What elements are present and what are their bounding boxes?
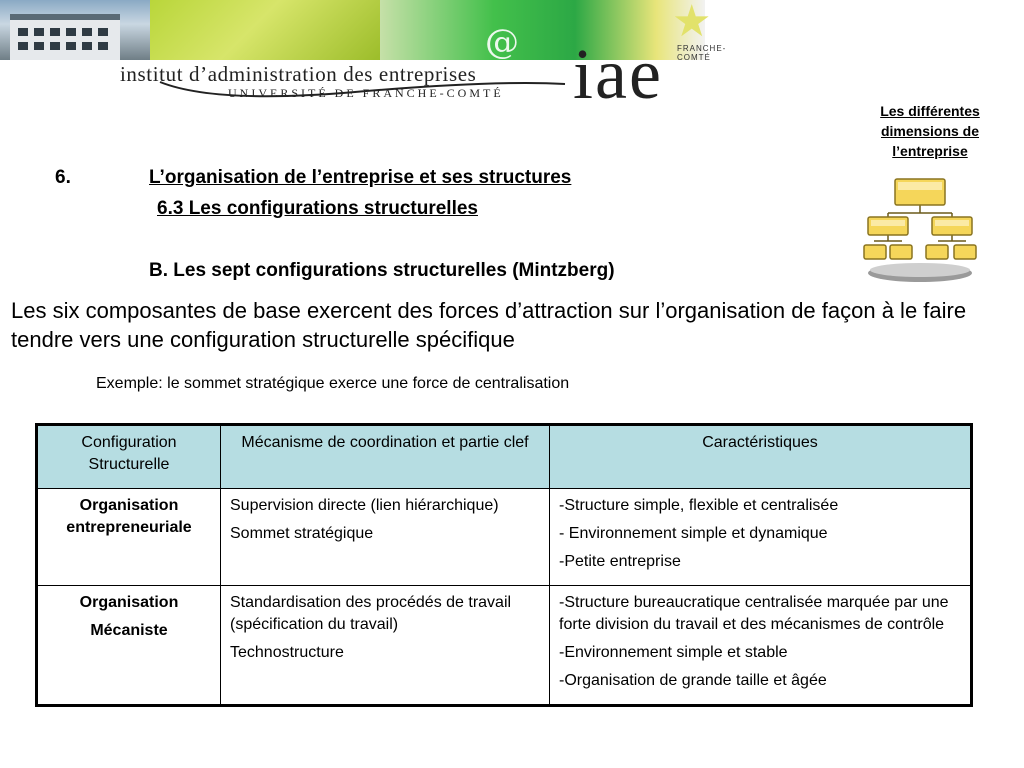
trait-line: - Environnement simple et dynamique [559, 525, 828, 542]
star-icon: ★ [672, 0, 712, 46]
trait-line: -Structure simple, flexible et centralisée [559, 497, 839, 514]
mechanism-cell [221, 586, 550, 706]
trait-line: -Structure bureaucratique centralisée marquée par une forte division du travail et des mécanismes de contrôle [559, 594, 949, 633]
building-photo [0, 0, 150, 60]
configurations-table [35, 423, 973, 707]
org-chart-icon [862, 175, 978, 285]
section-number: 6. [55, 167, 71, 188]
configuration-name [37, 586, 221, 706]
logo-tag: FRANCHE-COMTÉ [677, 44, 727, 62]
header-mechanism: Mécanisme de coordination et partie clef [221, 425, 550, 489]
configuration-name [37, 489, 221, 586]
header-configuration: Configuration Structurelle [37, 425, 221, 489]
table-row [37, 586, 972, 706]
part-title: B. Les sept configurations structurelles (Mintzberg) [149, 260, 615, 281]
traits-cell [550, 586, 972, 706]
traits-cell [550, 489, 972, 586]
table-row [37, 489, 972, 586]
iae-logo: iae [573, 34, 663, 114]
university-name: UNIVERSITÉ DE FRANCHE-COMTÉ [228, 86, 504, 100]
key-part-line: Sommet stratégique [230, 525, 374, 542]
mechanism-line: Standardisation des procédés de travail (spécification du travail) [230, 594, 512, 633]
institute-name: institut d’administration des entreprises [120, 62, 477, 86]
students-photo [150, 0, 380, 60]
example-text: Exemple: le sommet stratégique exerce une force de centralisation [96, 375, 570, 392]
trait-line: -Organisation de grande taille et âgée [559, 672, 827, 689]
configuration-name-line: Mécaniste [90, 622, 168, 639]
section-title: L’organisation de l’entreprise et ses structures [149, 167, 572, 188]
trait-line: -Petite entreprise [559, 553, 681, 570]
header-banner [0, 0, 760, 114]
mechanism-cell [221, 489, 550, 586]
trait-line: -Environnement simple et stable [559, 644, 788, 661]
configuration-name-line: Organisation [79, 594, 179, 611]
key-part-line: Technostructure [230, 644, 344, 661]
dimensions-link[interactable]: Les différentes dimensions de l’entreprise [880, 103, 980, 159]
mechanism-line: Supervision directe (lien hiérarchique) [230, 497, 499, 514]
intro-paragraph: Les six composantes de base exercent des forces d’attraction sur l’organisation de façon à le faire tendre vers une configuration structurelle spécifique [11, 298, 967, 352]
table-header-row [37, 425, 972, 489]
configuration-name-line: Organisation entrepreneuriale [66, 497, 192, 536]
subsection-title: 6.3 Les configurations structurelles [157, 198, 478, 219]
header-characteristics: Caractéristiques [550, 425, 972, 489]
at-sign-icon: @ [485, 22, 519, 62]
